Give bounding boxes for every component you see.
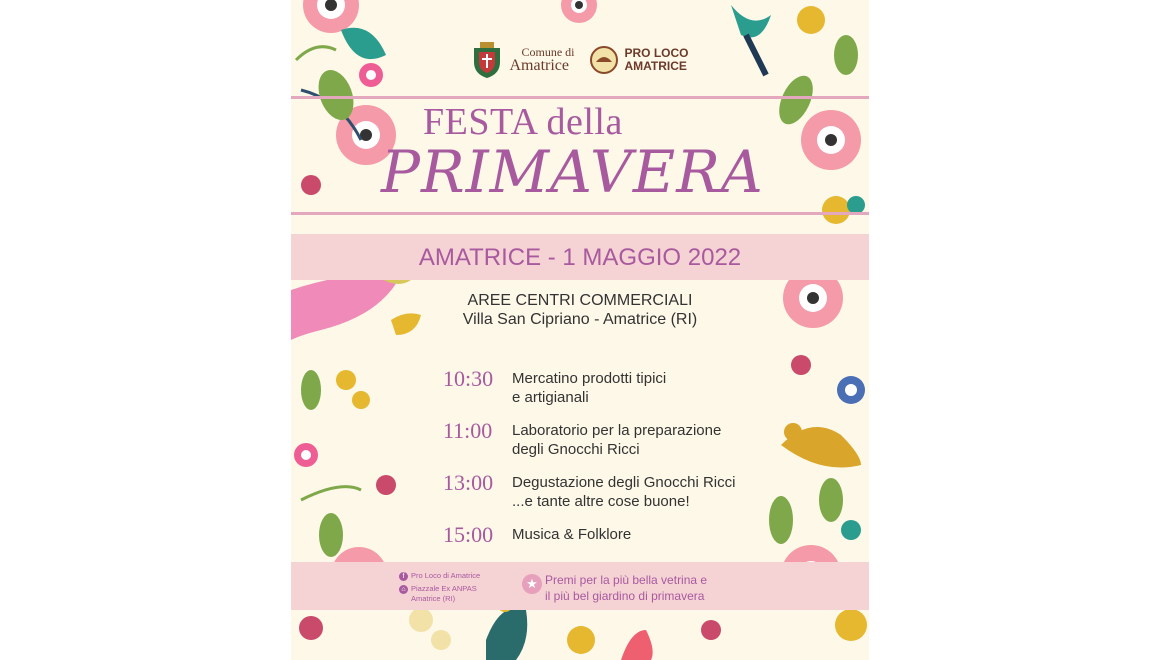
star-icon: ★ bbox=[522, 574, 542, 594]
schedule-time: 11:00 bbox=[443, 418, 493, 443]
schedule-time: 10:30 bbox=[443, 366, 494, 391]
schedule-description-line1: Laboratorio per la preparazione bbox=[512, 422, 722, 439]
comune-logo bbox=[471, 42, 574, 78]
facebook-link[interactable] bbox=[399, 571, 480, 581]
schedule-time: 13:00 bbox=[443, 470, 494, 495]
schedule-time: 15:00 bbox=[443, 522, 494, 547]
logo-bar bbox=[291, 42, 869, 78]
schedule-item bbox=[443, 418, 773, 470]
prize-line1: Premi per la più bella vetrina e bbox=[545, 573, 708, 587]
schedule-description-line1: Mercatino prodotti tipici bbox=[512, 370, 667, 387]
schedule-description-line2: e artigianali bbox=[512, 389, 589, 406]
schedule-description-line1: Degustazione degli Gnocchi Ricci bbox=[512, 474, 736, 491]
schedule-item bbox=[443, 470, 773, 522]
schedule-description bbox=[512, 369, 666, 407]
bird-decoration bbox=[781, 423, 861, 468]
title-line2: PRIMAVERA bbox=[381, 138, 764, 206]
proloco-logo-icon bbox=[590, 46, 618, 74]
flower-decoration bbox=[801, 110, 861, 170]
proloco-logo bbox=[590, 46, 688, 74]
address bbox=[399, 584, 477, 603]
title-line1: FESTA della bbox=[423, 101, 623, 143]
schedule-description bbox=[512, 473, 735, 511]
facebook-label: Pro Loco di Amatrice bbox=[411, 571, 481, 580]
divider bbox=[291, 212, 869, 215]
schedule-description bbox=[512, 525, 631, 544]
schedule bbox=[443, 366, 773, 574]
venue bbox=[291, 291, 869, 329]
event-poster bbox=[291, 0, 869, 660]
address-line1: Piazzale Ex ANPAS bbox=[411, 584, 477, 593]
venue-line2: Villa San Cipriano - Amatrice (RI) bbox=[462, 311, 698, 328]
proloco-name-line2: AMATRICE bbox=[624, 59, 687, 73]
schedule-description-line2: ...e tante altre cose buone! bbox=[512, 493, 690, 510]
schedule-description bbox=[512, 421, 721, 459]
prize-line2: il più bel giardino di primavera bbox=[545, 589, 705, 603]
comune-name-line2: Amatrice bbox=[509, 57, 570, 74]
facebook-icon: f bbox=[399, 572, 408, 581]
proloco-name-line1: PRO LOCO bbox=[624, 46, 689, 61]
home-icon: ⌂ bbox=[399, 585, 408, 594]
address-line2: Amatrice (RI) bbox=[411, 593, 456, 603]
event-date: AMATRICE - 1 MAGGIO 2022 bbox=[418, 244, 742, 271]
venue-line1: AREE CENTRI COMMERCIALI bbox=[467, 292, 693, 309]
schedule-description-line1: Musica & Folklore bbox=[512, 526, 632, 543]
crest-icon bbox=[471, 42, 503, 78]
schedule-description-line2: degli Gnocchi Ricci bbox=[512, 441, 640, 458]
flower-decoration bbox=[561, 0, 597, 23]
divider bbox=[291, 96, 869, 99]
comune-name-line1: Comune di bbox=[521, 45, 575, 59]
schedule-item bbox=[443, 366, 773, 418]
prize-text bbox=[545, 572, 707, 604]
